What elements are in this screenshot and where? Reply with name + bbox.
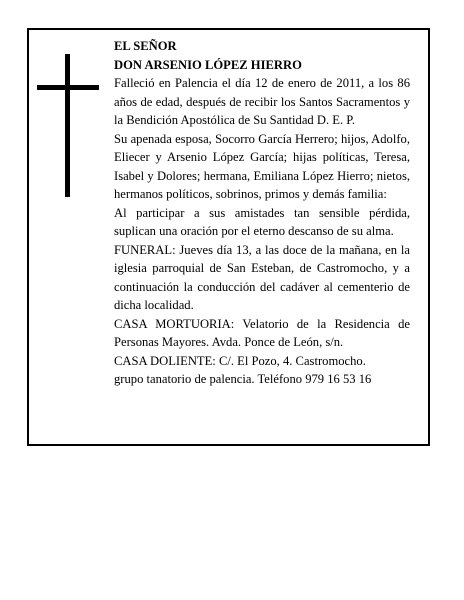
cross-horizontal-bar	[37, 85, 99, 90]
grieving-house-paragraph: CASA DOLIENTE: C/. El Pozo, 4. Castromocho.	[114, 353, 366, 368]
obituary-text	[114, 37, 410, 389]
funeral-home-footer: grupo tanatorio de palencia. Teléfono 979 16 53 16	[114, 372, 372, 386]
cross-vertical-bar	[65, 54, 70, 197]
family-paragraph: Su apenada esposa, Socorro García Herrero; hijos, Adolfo, Eliecer y Arsenio López García; hijas políticas, Teresa, Isabel y Dolores; hermana, Emiliana López Hierro; nietos, hermanos políticos, sobrinos, primos y demás familia:	[114, 131, 410, 201]
death-announcement-paragraph: Falleció en Palencia el día 12 de enero de 2011, a los 86 años de edad, después de recibir los Santos Sacramentos y la Bendición Apostólica de Su Santidad D. E. P.	[114, 76, 410, 127]
notice-heading-title: EL SEÑOR	[114, 39, 177, 53]
prayer-request-paragraph: Al participar a sus amistades tan sensible pérdida, suplican una oración por el eterno descanso de su alma.	[114, 205, 410, 238]
deceased-name: DON ARSENIO LÓPEZ HIERRO	[114, 57, 302, 72]
mortuary-house-paragraph: CASA MORTUORIA: Velatorio de la Residencia de Personas Mayores. Avda. Ponce de León, s/n.	[114, 316, 410, 349]
funeral-details-paragraph: FUNERAL: Jueves día 13, a las doce de la mañana, en la iglesia parroquial de San Esteban, de Castromocho, y a continuación la conducción del cadáver al cementerio de dicha localidad.	[114, 242, 410, 312]
cross-icon	[37, 54, 99, 197]
